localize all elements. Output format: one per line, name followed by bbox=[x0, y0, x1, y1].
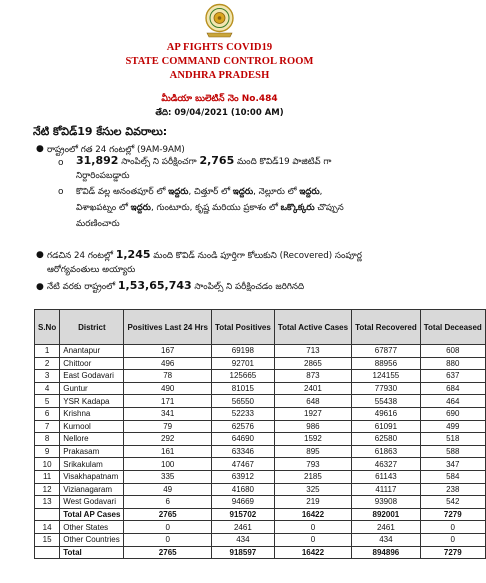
value-cell bbox=[35, 508, 60, 521]
value-cell: 434 bbox=[211, 533, 274, 546]
value-cell: 918597 bbox=[211, 546, 274, 559]
value-cell: 10 bbox=[35, 458, 60, 471]
value-cell: 77930 bbox=[352, 382, 421, 395]
value-cell: 713 bbox=[274, 345, 351, 358]
value-cell: 100 bbox=[124, 458, 211, 471]
value-cell: 490 bbox=[124, 382, 211, 395]
table-row bbox=[35, 345, 486, 358]
point-1a-line1 bbox=[76, 155, 331, 168]
point-1b-line3: మరణించారు bbox=[76, 219, 120, 229]
district-cell: YSR Kadapa bbox=[60, 395, 124, 408]
point-1b-line2 bbox=[76, 202, 344, 214]
table-row bbox=[35, 433, 486, 446]
value-cell: 81015 bbox=[211, 382, 274, 395]
value-cell: 1592 bbox=[274, 433, 351, 446]
table-row bbox=[35, 382, 486, 395]
value-cell: 15 bbox=[35, 533, 60, 546]
t: చొప్పున bbox=[314, 203, 344, 213]
district-cell: Srikakulam bbox=[60, 458, 124, 471]
t: ఒక్కొక్కరు bbox=[280, 203, 315, 213]
value-cell: 14 bbox=[35, 521, 60, 534]
t: సాంపిల్స్ ని పరీక్షించడం జరిగినది bbox=[191, 282, 305, 292]
t: , bbox=[319, 187, 323, 197]
new-positive-count: 2,765 bbox=[199, 154, 235, 167]
col-header-district: District bbox=[60, 310, 124, 345]
value-cell: 64690 bbox=[211, 433, 274, 446]
point-2-line2: ఆరోగ్యవంతులు అయ్యారు bbox=[47, 265, 136, 275]
value-cell: 7279 bbox=[420, 546, 485, 559]
table-row bbox=[35, 407, 486, 420]
district-cell: Other Countries bbox=[60, 533, 124, 546]
point-3-line bbox=[47, 280, 304, 293]
t: ఇద్దరు bbox=[299, 187, 320, 197]
value-cell: 167 bbox=[124, 345, 211, 358]
t: కొవిడ్ వల్ల అనంతపూర్ లో bbox=[76, 187, 169, 197]
value-cell: 2865 bbox=[274, 357, 351, 370]
sub-bullet-icon: o bbox=[58, 187, 64, 197]
value-cell: 52233 bbox=[211, 407, 274, 420]
total-samples-count: 1,53,65,743 bbox=[117, 279, 192, 292]
value-cell: 0 bbox=[274, 533, 351, 546]
value-cell: 915702 bbox=[211, 508, 274, 521]
col-header-total-positives: Total Positives bbox=[211, 310, 274, 345]
point-2-line1 bbox=[47, 249, 362, 262]
value-cell: 793 bbox=[274, 458, 351, 471]
t: ఇద్దరు bbox=[168, 187, 189, 197]
sub-bullet-icon: o bbox=[58, 158, 64, 168]
value-cell: 0 bbox=[124, 533, 211, 546]
t: గడచిన 24 గంటల్లో bbox=[47, 251, 116, 261]
subject-heading: నేటి కోవిడ్19 కేసుల వివరాలు: bbox=[33, 125, 168, 138]
table-row bbox=[35, 470, 486, 483]
value-cell: 161 bbox=[124, 445, 211, 458]
col-header-deceased: Total Deceased bbox=[420, 310, 485, 345]
value-cell: 6 bbox=[35, 407, 60, 420]
table-row bbox=[35, 483, 486, 496]
value-cell: 55438 bbox=[352, 395, 421, 408]
district-cell: West Godavari bbox=[60, 496, 124, 509]
district-cases-table bbox=[34, 309, 486, 559]
t: ఇద్దరు bbox=[130, 203, 151, 213]
value-cell: 63346 bbox=[211, 445, 274, 458]
point-1b-line1 bbox=[76, 186, 322, 198]
value-cell: 41117 bbox=[352, 483, 421, 496]
value-cell: 88956 bbox=[352, 357, 421, 370]
value-cell: 9 bbox=[35, 445, 60, 458]
point-1-text: రాష్ట్రంలో గత 24 గంటల్లో (9AM-9AM) bbox=[47, 145, 185, 155]
table-row bbox=[35, 533, 486, 546]
value-cell: 62576 bbox=[211, 420, 274, 433]
value-cell: 0 bbox=[420, 533, 485, 546]
district-cell: Total AP Cases bbox=[60, 508, 124, 521]
value-cell: 894896 bbox=[352, 546, 421, 559]
table-row bbox=[35, 521, 486, 534]
value-cell: 219 bbox=[274, 496, 351, 509]
value-cell: 92701 bbox=[211, 357, 274, 370]
recovered-24h-count: 1,245 bbox=[115, 248, 151, 261]
value-cell: 2765 bbox=[124, 546, 211, 559]
value-cell: 61143 bbox=[352, 470, 421, 483]
total-ap-row bbox=[35, 508, 486, 521]
value-cell: 637 bbox=[420, 370, 485, 383]
col-header-positives-24h: Positives Last 24 Hrs bbox=[124, 310, 211, 345]
value-cell: 125665 bbox=[211, 370, 274, 383]
value-cell: 5 bbox=[35, 395, 60, 408]
value-cell: 49616 bbox=[352, 407, 421, 420]
table-row bbox=[35, 420, 486, 433]
value-cell: 880 bbox=[420, 357, 485, 370]
bulletin-number: మీడియా బులెటిన్ నెం No.484 bbox=[161, 94, 278, 104]
value-cell bbox=[35, 546, 60, 559]
value-cell: 986 bbox=[274, 420, 351, 433]
value-cell: 56550 bbox=[211, 395, 274, 408]
point-1a-line2: నిర్దారింపబడ్డారు bbox=[76, 171, 130, 181]
t: , చిత్తూర్ లో bbox=[188, 187, 233, 197]
table-row bbox=[35, 445, 486, 458]
value-cell: 496 bbox=[124, 357, 211, 370]
t: ఇద్దరు bbox=[232, 187, 254, 197]
value-cell: 16422 bbox=[274, 546, 351, 559]
value-cell: 94669 bbox=[211, 496, 274, 509]
value-cell: 8 bbox=[35, 433, 60, 446]
district-cell: Nellore bbox=[60, 433, 124, 446]
header-state: ANDHRA PRADESH bbox=[169, 70, 270, 81]
value-cell: 41680 bbox=[211, 483, 274, 496]
value-cell: 292 bbox=[124, 433, 211, 446]
samples-tested-count: 31,892 bbox=[76, 154, 119, 167]
district-cell: East Godavari bbox=[60, 370, 124, 383]
district-cell: Total bbox=[60, 546, 124, 559]
value-cell: 47467 bbox=[211, 458, 274, 471]
value-cell: 79 bbox=[124, 420, 211, 433]
value-cell: 464 bbox=[420, 395, 485, 408]
value-cell: 93908 bbox=[352, 496, 421, 509]
t: విశాఖపట్నం లో bbox=[76, 203, 131, 213]
value-cell: 63912 bbox=[211, 470, 274, 483]
value-cell: 341 bbox=[124, 407, 211, 420]
district-cell: Prakasam bbox=[60, 445, 124, 458]
district-cell: Chittoor bbox=[60, 357, 124, 370]
value-cell: 325 bbox=[274, 483, 351, 496]
value-cell: 62580 bbox=[352, 433, 421, 446]
value-cell: 7 bbox=[35, 420, 60, 433]
col-header-sno: S.No bbox=[35, 310, 60, 345]
value-cell: 648 bbox=[274, 395, 351, 408]
value-cell: 2185 bbox=[274, 470, 351, 483]
value-cell: 7279 bbox=[420, 508, 485, 521]
value-cell: 690 bbox=[420, 407, 485, 420]
bullet-icon: ● bbox=[36, 282, 44, 292]
table-row bbox=[35, 458, 486, 471]
value-cell: 608 bbox=[420, 345, 485, 358]
table-row bbox=[35, 496, 486, 509]
district-cell: Vizianagaram bbox=[60, 483, 124, 496]
district-cell: Kurnool bbox=[60, 420, 124, 433]
district-cell: Other States bbox=[60, 521, 124, 534]
value-cell: 13 bbox=[35, 496, 60, 509]
value-cell: 1927 bbox=[274, 407, 351, 420]
value-cell: 16422 bbox=[274, 508, 351, 521]
value-cell: 49 bbox=[124, 483, 211, 496]
col-header-recovered: Total Recovered bbox=[352, 310, 421, 345]
value-cell: 69198 bbox=[211, 345, 274, 358]
value-cell: 3 bbox=[35, 370, 60, 383]
value-cell: 0 bbox=[420, 521, 485, 534]
value-cell: 2461 bbox=[352, 521, 421, 534]
point-1a-mid: సాంపిల్స్ ని పరీక్షించగా bbox=[118, 157, 200, 167]
value-cell: 518 bbox=[420, 433, 485, 446]
table-row bbox=[35, 357, 486, 370]
point-1a-end: మంది కొవిడ్19 పాజిటివ్ గా bbox=[234, 157, 332, 167]
value-cell: 684 bbox=[420, 382, 485, 395]
value-cell: 584 bbox=[420, 470, 485, 483]
value-cell: 892001 bbox=[352, 508, 421, 521]
table-body bbox=[35, 345, 486, 559]
grand-total-row bbox=[35, 546, 486, 559]
value-cell: 2765 bbox=[124, 508, 211, 521]
bullet-icon: ● bbox=[36, 250, 44, 260]
value-cell: 0 bbox=[274, 521, 351, 534]
value-cell: 238 bbox=[420, 483, 485, 496]
value-cell: 12 bbox=[35, 483, 60, 496]
district-cell: Guntur bbox=[60, 382, 124, 395]
district-cell: Anantapur bbox=[60, 345, 124, 358]
value-cell: 124155 bbox=[352, 370, 421, 383]
value-cell: 895 bbox=[274, 445, 351, 458]
ap-government-emblem bbox=[204, 3, 235, 39]
value-cell: 499 bbox=[420, 420, 485, 433]
t: , గుంటూరు, కృష్ణ మరియు ప్రకాశం లో bbox=[150, 203, 281, 213]
value-cell: 2401 bbox=[274, 382, 351, 395]
bulletin-date: తేది: 09/04/2021 (10:00 AM) bbox=[155, 108, 284, 118]
header-title: AP FIGHTS COVID19 bbox=[166, 42, 273, 53]
value-cell: 171 bbox=[124, 395, 211, 408]
value-cell: 61091 bbox=[352, 420, 421, 433]
value-cell: 2 bbox=[35, 357, 60, 370]
district-cell: Visakhapatnam bbox=[60, 470, 124, 483]
value-cell: 78 bbox=[124, 370, 211, 383]
value-cell: 6 bbox=[124, 496, 211, 509]
value-cell: 542 bbox=[420, 496, 485, 509]
t: నేటి వరకు రాష్ట్రంలో bbox=[47, 282, 118, 292]
table-header-row bbox=[35, 310, 486, 345]
value-cell: 0 bbox=[124, 521, 211, 534]
value-cell: 434 bbox=[352, 533, 421, 546]
table-row bbox=[35, 395, 486, 408]
district-cell: Krishna bbox=[60, 407, 124, 420]
value-cell: 61863 bbox=[352, 445, 421, 458]
header-subtitle: STATE COMMAND CONTROL ROOM bbox=[125, 56, 314, 67]
value-cell: 2461 bbox=[211, 521, 274, 534]
value-cell: 1 bbox=[35, 345, 60, 358]
t: , నెల్లూరు లో bbox=[253, 187, 300, 197]
table-row bbox=[35, 370, 486, 383]
value-cell: 588 bbox=[420, 445, 485, 458]
value-cell: 347 bbox=[420, 458, 485, 471]
value-cell: 67877 bbox=[352, 345, 421, 358]
value-cell: 335 bbox=[124, 470, 211, 483]
value-cell: 11 bbox=[35, 470, 60, 483]
value-cell: 46327 bbox=[352, 458, 421, 471]
value-cell: 4 bbox=[35, 382, 60, 395]
value-cell: 873 bbox=[274, 370, 351, 383]
col-header-active-cases: Total Active Cases bbox=[274, 310, 351, 345]
bullet-icon: ● bbox=[36, 144, 44, 154]
t: మంది కొవిడ్ నుండి పూర్తిగా కోలుకుని (Recovered) సంపూర్ణ bbox=[150, 251, 362, 261]
